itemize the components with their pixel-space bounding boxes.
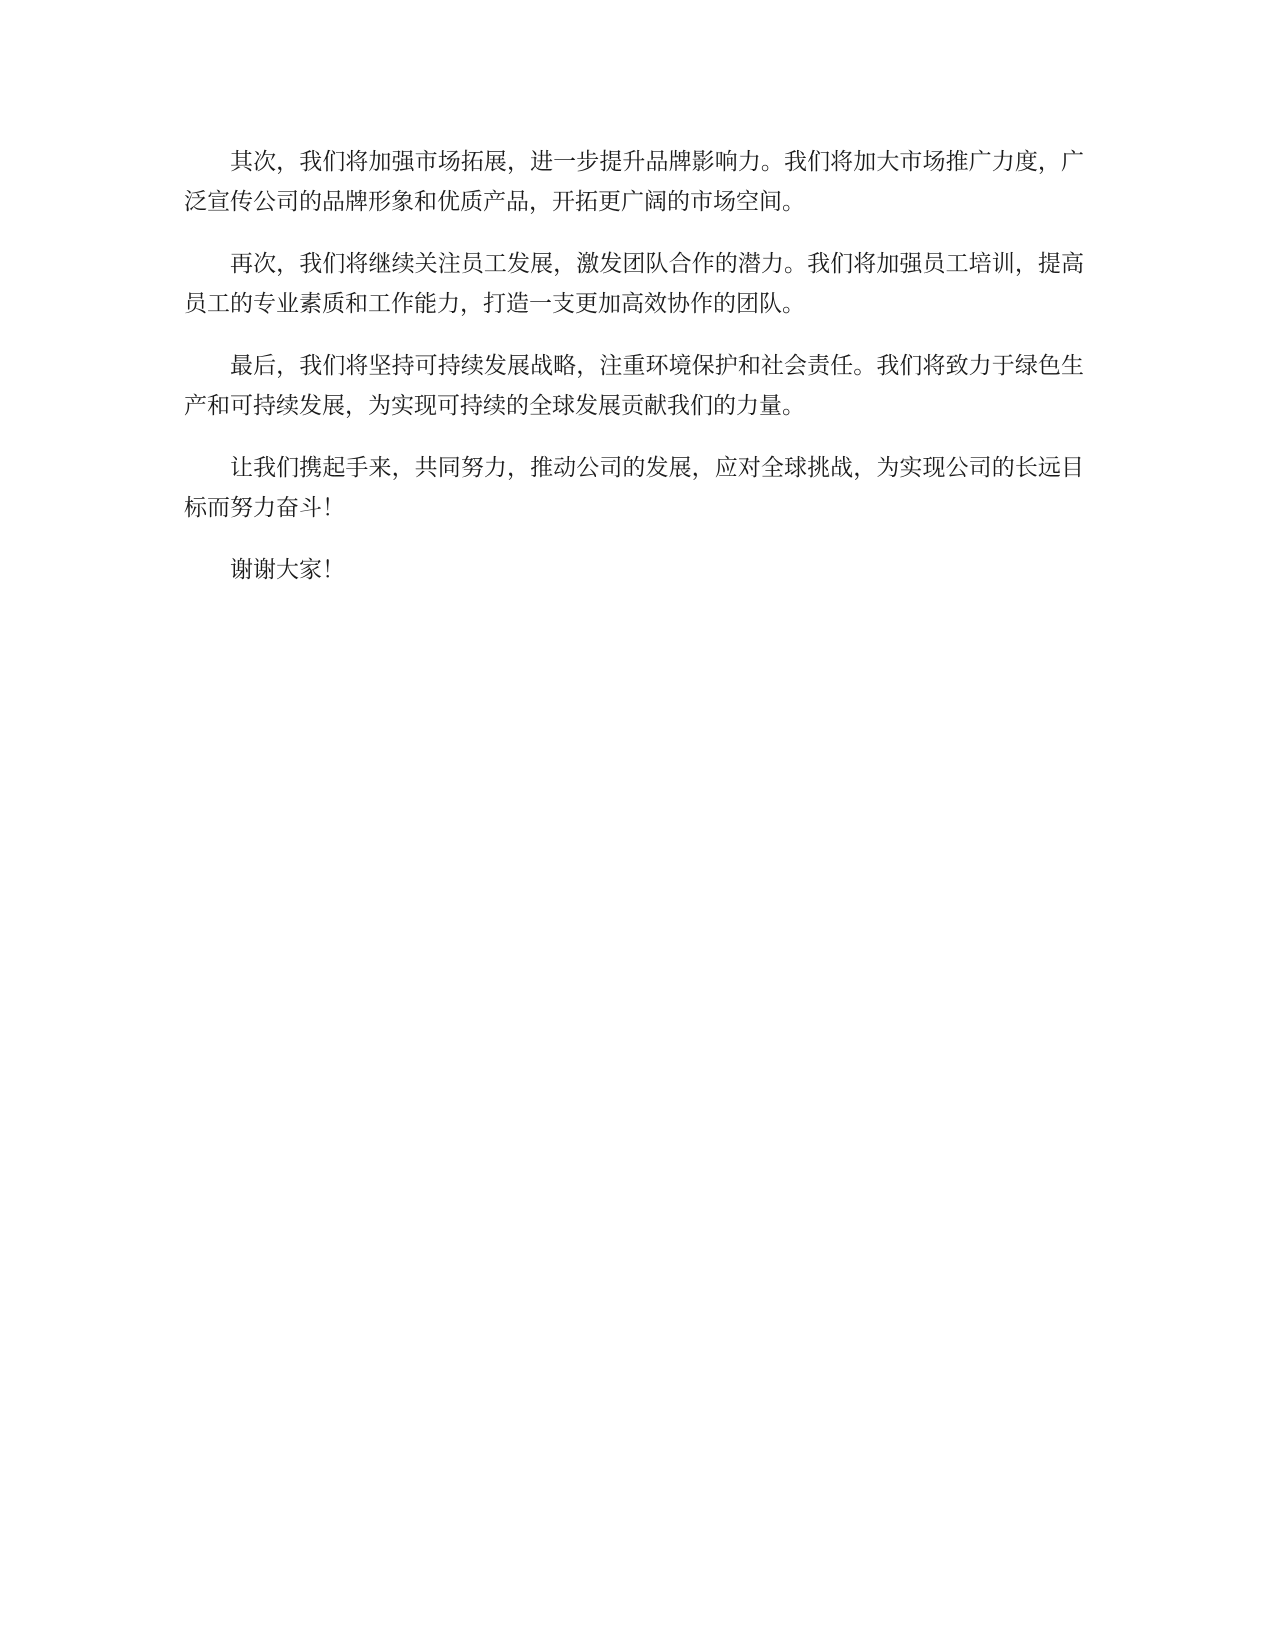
paragraph-call-to-action: 让我们携起手来，共同努力，推动公司的发展，应对全球挑战，为实现公司的长远目标而努力奋斗！ [184, 455, 1084, 521]
document-body [184, 142, 1084, 612]
paragraph-sustainability: 最后，我们将坚持可持续发展战略，注重环境保护和社会责任。我们将致力于绿色生产和可持续发展，为实现可持续的全球发展贡献我们的力量。 [184, 353, 1084, 419]
paragraph-employee-development: 再次，我们将继续关注员工发展，激发团队合作的潜力。我们将加强员工培训，提高员工的专业素质和工作能力，打造一支更加高效协作的团队。 [184, 251, 1084, 317]
paragraph-market-expansion: 其次，我们将加强市场拓展，进一步提升品牌影响力。我们将加大市场推广力度，广泛宣传公司的品牌形象和优质产品，开拓更广阔的市场空间。 [184, 149, 1084, 215]
paragraph-thanks: 谢谢大家！ [230, 557, 345, 583]
